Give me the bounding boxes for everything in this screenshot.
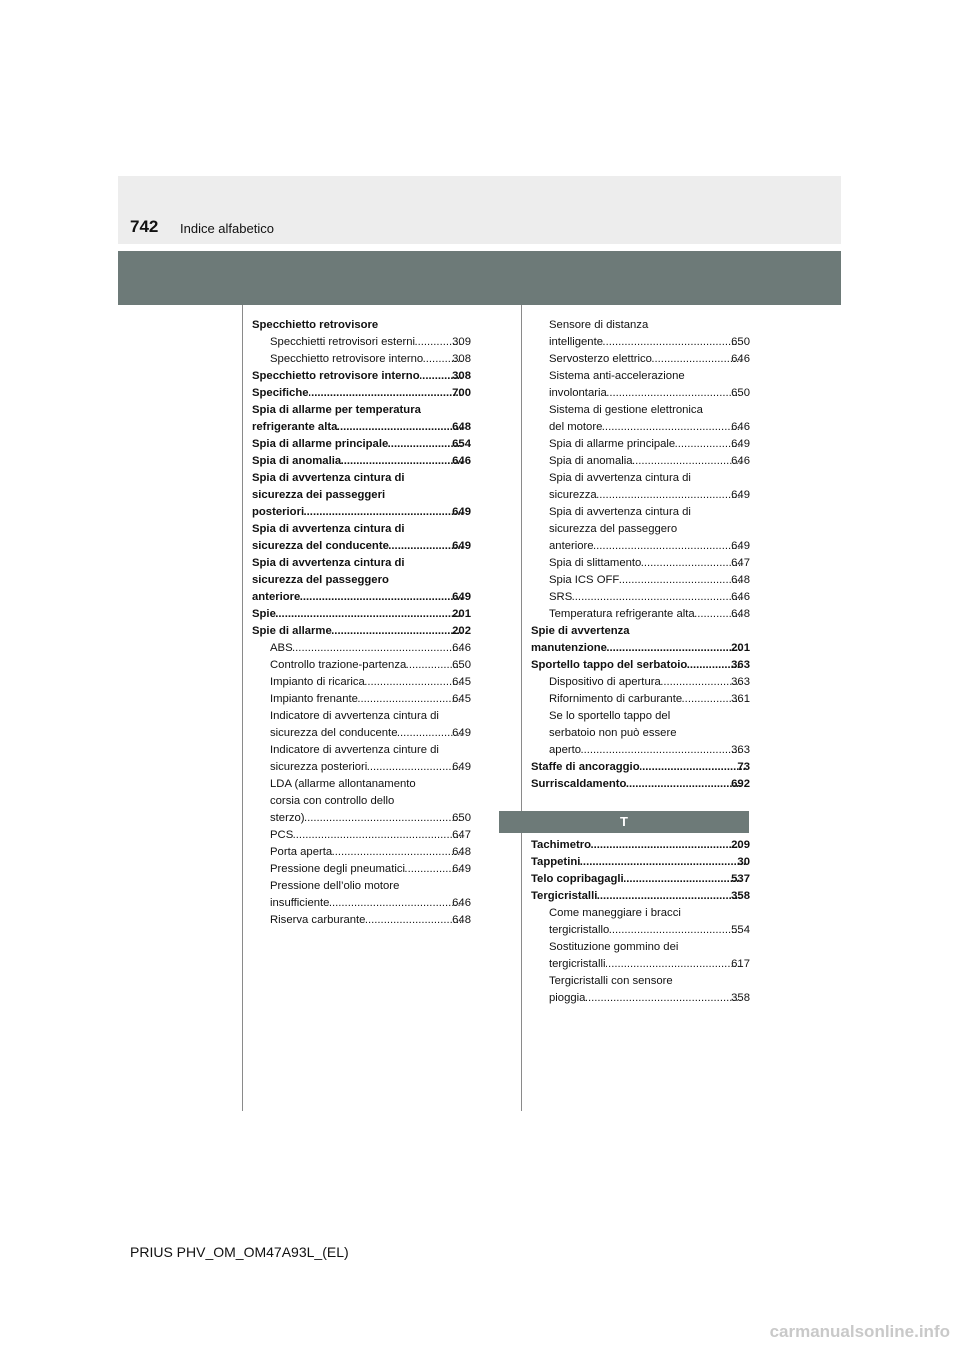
dot-leader (276, 606, 462, 623)
index-entry-text: Specchietto retrovisore (252, 319, 379, 331)
index-entry-page: 650 (731, 387, 750, 399)
index-entry-text: Rifornimento di carburante (549, 693, 683, 705)
dot-leader (624, 871, 741, 888)
index-entry-page: 617 (731, 958, 750, 970)
dot-leader (597, 487, 741, 504)
index-entry-text: Impianto frenante (270, 693, 358, 705)
index-entry (531, 470, 750, 504)
index-entry (252, 912, 471, 929)
index-entry-page: 308 (452, 370, 471, 382)
index-entry-page: 646 (452, 455, 471, 467)
index-entry (252, 470, 471, 521)
index-entry-page: 649 (452, 863, 471, 875)
index-entry-page: 650 (452, 659, 471, 671)
index-entry (252, 691, 471, 708)
index-entry-text: Indicatore di avvertenza cinture di (270, 744, 439, 756)
index-entry (531, 368, 750, 402)
index-entry-text: Temperatura refrigerante alta (549, 608, 695, 620)
index-entry-page: 649 (452, 727, 471, 739)
index-entry-page: 201 (731, 642, 750, 654)
index-entry-text: tergicristallo (549, 924, 610, 936)
index-entry (531, 453, 750, 470)
index-entry (252, 606, 471, 623)
index-entry (252, 402, 471, 436)
index-entry-text: Spia di avvertenza cintura di (252, 523, 405, 535)
index-entry-page: 692 (731, 778, 750, 790)
index-entry-text: corsia con controllo dello (270, 795, 395, 807)
index-entry (252, 317, 471, 334)
dot-leader (619, 572, 741, 589)
index-entry-text: Specchietti retrovisori esterni (270, 336, 416, 348)
index-entry (531, 623, 750, 657)
index-entry-text: Spia di avvertenza cintura di (549, 472, 691, 484)
index-entry-page: 649 (452, 506, 471, 518)
index-entry-page: 308 (452, 353, 471, 365)
dot-leader (305, 810, 463, 827)
index-entry (531, 674, 750, 691)
dot-leader (367, 759, 462, 776)
dot-leader (341, 453, 462, 470)
index-entry-text: Tachimetro (531, 839, 592, 851)
dot-leader (641, 555, 741, 572)
index-entry (252, 623, 471, 640)
dot-leader (597, 888, 741, 905)
index-entry-page: 649 (452, 761, 471, 773)
index-entry-text: Come maneggiare i bracci (549, 907, 681, 919)
dot-leader (581, 742, 741, 759)
index-entry-page: 645 (452, 676, 471, 688)
index-entry (252, 368, 471, 385)
dot-leader (300, 589, 462, 606)
index-entry-text: sterzo) (270, 812, 305, 824)
letter-heading-t: T (499, 811, 749, 833)
index-entry (531, 555, 750, 572)
index-entry (531, 572, 750, 589)
dot-leader (293, 640, 463, 657)
index-entry-text: Spia di anomalia (252, 455, 342, 467)
index-entry-text: intelligente (549, 336, 604, 348)
index-entry-text: Riserva carburante (270, 914, 366, 926)
index-entry (252, 742, 471, 776)
index-entry-text: sicurezza del conducente (270, 727, 398, 739)
index-entry-page: 358 (731, 890, 750, 902)
dot-leader (594, 538, 742, 555)
index-entry-text: Spie di allarme (252, 625, 332, 637)
footer-code: PRIUS PHV_OM_OM47A93L_(EL) (130, 1244, 349, 1260)
index-entry-text: Sportello tappo del serbatoio (531, 659, 688, 671)
index-entry-text: involontaria (549, 387, 607, 399)
index-entry-text: Sensore di distanza (549, 319, 649, 331)
index-entry-text: Spie (252, 608, 276, 620)
index-entry-text: aperto (549, 744, 582, 756)
index-entry-page: 363 (731, 659, 750, 671)
index-entry (531, 589, 750, 606)
index-entry-text: Tappetini (531, 856, 581, 868)
index-entry (531, 759, 750, 776)
index-entry (531, 504, 750, 555)
section-title: Indice alfabetico (180, 221, 274, 236)
index-entry (531, 939, 750, 973)
index-entry-text: Telo copribagagli (531, 873, 624, 885)
index-entry-page: 648 (452, 846, 471, 858)
index-entry-text: Specchietto retrovisore interno (252, 370, 420, 382)
index-column-right-t (531, 837, 750, 1007)
index-entry-text: Spia di allarme principale (549, 438, 676, 450)
dot-leader (365, 912, 462, 929)
index-entry (531, 708, 750, 759)
index-entry-text: Spia di allarme per temperatura (252, 404, 421, 416)
index-entry (531, 854, 750, 871)
index-entry-text: Spia di allarme principale (252, 438, 389, 450)
index-entry-page: 73 (737, 761, 750, 773)
column-divider-left (242, 305, 243, 1111)
index-entry-page: 646 (452, 642, 471, 654)
dot-leader (602, 419, 741, 436)
index-entry (531, 905, 750, 939)
index-entry-page: 654 (452, 438, 471, 450)
dot-leader (591, 837, 741, 854)
index-entry (252, 844, 471, 861)
index-entry-text: Spia ICS OFF (549, 574, 620, 586)
chapter-band (118, 251, 841, 305)
index-entry-page: 554 (731, 924, 750, 936)
index-entry-text: posteriori (252, 506, 305, 518)
index-entry-text: Staffe di ancoraggio (531, 761, 640, 773)
dot-leader (358, 691, 462, 708)
dot-leader (304, 504, 462, 521)
dot-leader (607, 385, 741, 402)
index-entry (531, 317, 750, 351)
index-entry (252, 657, 471, 674)
index-entry-text: Se lo sportello tappo del (549, 710, 671, 722)
index-entry (531, 776, 750, 793)
index-entry-text: Dispositivo di apertura (549, 676, 661, 688)
dot-leader (329, 895, 462, 912)
dot-leader (633, 453, 742, 470)
dot-leader (585, 990, 741, 1007)
index-entry-text: pioggia (549, 992, 586, 1004)
dot-leader (332, 623, 462, 640)
index-entry (252, 436, 471, 453)
dot-leader (652, 351, 741, 368)
index-entry-page: 649 (452, 540, 471, 552)
index-entry-text: ABS (270, 642, 293, 654)
index-entry-page: 648 (452, 914, 471, 926)
index-entry (531, 606, 750, 623)
index-entry-text: anteriore (549, 540, 594, 552)
dot-leader (609, 922, 741, 939)
index-entry-text: sicurezza del passeggero (252, 574, 389, 586)
index-entry-page: 650 (731, 336, 750, 348)
dot-leader (572, 589, 741, 606)
dot-leader (626, 776, 741, 793)
index-entry (252, 674, 471, 691)
index-entry-page: 649 (731, 540, 750, 552)
dot-leader (661, 674, 741, 691)
index-entry-text: Impianto di ricarica (270, 676, 365, 688)
index-entry-text: Tergicristalli con sensore (549, 975, 673, 987)
index-entry-page: 649 (731, 438, 750, 450)
index-entry (252, 351, 471, 368)
dot-leader (365, 674, 462, 691)
index-entry-text: Sistema di gestione elettronica (549, 404, 703, 416)
index-entry-text: SRS (549, 591, 573, 603)
index-entry (531, 436, 750, 453)
index-entry-page: 645 (452, 693, 471, 705)
index-entry-text: Spia di avvertenza cintura di (252, 472, 405, 484)
dot-leader (388, 436, 462, 453)
index-entry (531, 973, 750, 1007)
index-entry (531, 402, 750, 436)
index-entry-page: 646 (731, 455, 750, 467)
index-entry-text: Sostituzione gommino dei (549, 941, 679, 953)
page-number: 742 (130, 217, 159, 236)
index-entry (252, 827, 471, 844)
dot-leader (640, 759, 748, 776)
watermark: carmanualsonline.info (769, 1322, 950, 1341)
dot-leader (293, 827, 462, 844)
index-column-right (531, 317, 750, 793)
index-entry-text: Spie di avvertenza (531, 625, 630, 637)
index-entry-page: 209 (731, 839, 750, 851)
index-entry (252, 708, 471, 742)
index-column-left (252, 317, 471, 929)
index-entry-text: Surriscaldamento (531, 778, 627, 790)
index-entry-page: 648 (731, 574, 750, 586)
index-entry-page: 202 (452, 625, 471, 637)
index-entry (252, 640, 471, 657)
index-entry-page: 650 (452, 812, 471, 824)
index-entry-text: sicurezza del passeggero (549, 523, 678, 535)
index-entry-page: 647 (452, 829, 471, 841)
index-entry-page: 648 (452, 421, 471, 433)
index-entry (252, 453, 471, 470)
index-entry-page: 700 (452, 387, 471, 399)
index-entry-page: 647 (731, 557, 750, 569)
index-entry-page: 646 (731, 421, 750, 433)
index-entry-text: insufficiente (270, 897, 330, 909)
index-entry (531, 871, 750, 888)
index-entry-text: sicurezza del conducente (252, 540, 389, 552)
index-entry-page: 646 (731, 591, 750, 603)
index-entry-text: Tergicristalli (531, 890, 598, 902)
index-entry (252, 555, 471, 606)
index-entry-page: 201 (452, 608, 471, 620)
index-entry-page: 361 (731, 693, 750, 705)
index-entry (531, 888, 750, 905)
column-divider-middle (521, 305, 522, 1111)
index-entry-page: 646 (452, 897, 471, 909)
index-entry-text: Specchietto retrovisore interno (270, 353, 424, 365)
dot-leader (389, 538, 462, 555)
index-entry-text: Pressione dell’olio motore (270, 880, 400, 892)
index-entry-text: anteriore (252, 591, 301, 603)
index-entry-text: PCS (270, 829, 294, 841)
index-entry-page: 363 (731, 676, 750, 688)
dot-leader (606, 956, 742, 973)
index-entry-text: refrigerante alta (252, 421, 338, 433)
index-entry-text: Sistema anti-accelerazione (549, 370, 685, 382)
index-entry (531, 837, 750, 854)
dot-leader (337, 419, 462, 436)
index-entry (252, 776, 471, 827)
index-entry-page: 30 (737, 856, 750, 868)
index-entry-text: Spia di anomalia (549, 455, 633, 467)
dot-leader (603, 334, 741, 351)
index-entry-text: Specifiche (252, 387, 309, 399)
index-entry-text: Porta aperta (270, 846, 333, 858)
index-entry-text: Servosterzo elettrico (549, 353, 652, 365)
index-entry-text: Spia di avvertenza cintura di (252, 557, 405, 569)
index-entry-text: Spia di slittamento (549, 557, 642, 569)
index-entry-page: 646 (731, 353, 750, 365)
dot-leader (607, 640, 741, 657)
index-entry-page: 537 (731, 873, 750, 885)
index-entry-page: 648 (731, 608, 750, 620)
dot-leader (332, 844, 462, 861)
index-entry-text: sicurezza dei passeggeri (252, 489, 386, 501)
index-entry-text: manutenzione (531, 642, 607, 654)
index-entry-text: LDA (allarme allontanamento (270, 778, 416, 790)
index-entry (252, 385, 471, 402)
index-entry-page: 649 (452, 591, 471, 603)
index-entry-page: 358 (731, 992, 750, 1004)
index-entry (252, 861, 471, 878)
index-entry-page: 649 (731, 489, 750, 501)
index-entry-text: Pressione degli pneumatici (270, 863, 406, 875)
index-entry-text: Indicatore di avvertenza cintura di (270, 710, 439, 722)
index-entry (252, 334, 471, 351)
index-entry-text: sicurezza (549, 489, 597, 501)
dot-leader (580, 854, 747, 871)
index-entry-text: serbatoio non può essere (549, 727, 677, 739)
index-entry-page: 309 (452, 336, 471, 348)
dot-leader (309, 385, 463, 402)
index-entry-text: tergicristalli (549, 958, 606, 970)
index-entry-text: Spia di avvertenza cintura di (549, 506, 691, 518)
index-entry (531, 351, 750, 368)
index-entry (531, 691, 750, 708)
index-entry (531, 657, 750, 674)
index-entry (252, 878, 471, 912)
index-entry-text: del motore (549, 421, 603, 433)
index-entry-text: sicurezza posteriori (270, 761, 368, 773)
index-entry-page: 363 (731, 744, 750, 756)
index-entry (252, 521, 471, 555)
index-entry-text: Controllo trazione-partenza (270, 659, 407, 671)
